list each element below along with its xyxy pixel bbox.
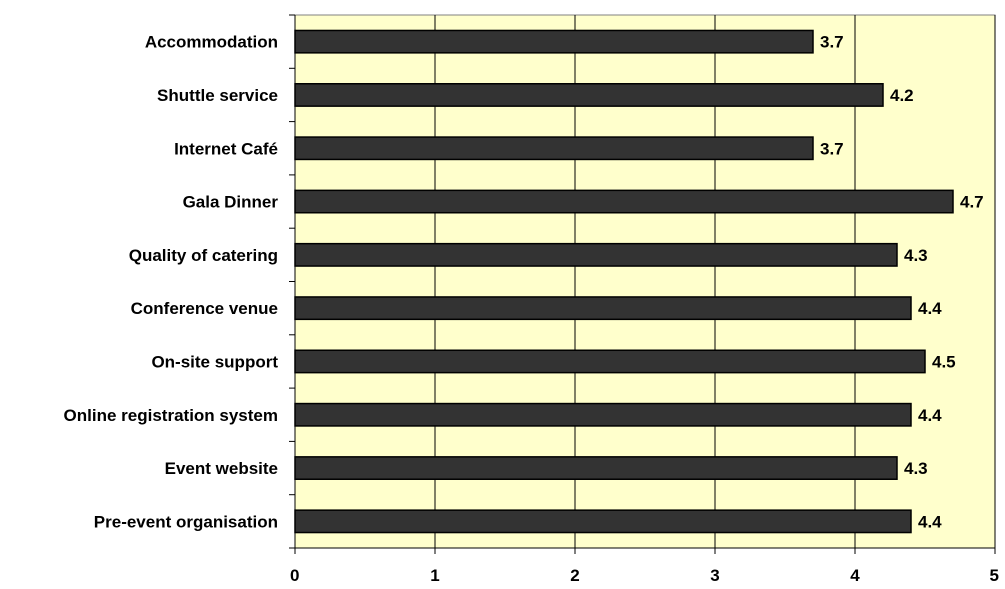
category-label: Accommodation: [144, 32, 278, 52]
bar: [295, 244, 897, 266]
bar: [295, 137, 813, 159]
category-label: Event website: [164, 459, 278, 479]
category-label: Conference venue: [130, 299, 278, 319]
category-label: Pre-event organisation: [93, 512, 278, 532]
bar: [295, 350, 925, 372]
category-label: Quality of catering: [128, 245, 278, 265]
x-tick-label: 2: [570, 566, 580, 585]
data-label: 4.4: [918, 512, 942, 532]
x-tick-label: 1: [430, 566, 440, 585]
bar: [295, 297, 911, 319]
category-label: Online registration system: [63, 405, 278, 425]
x-tick-label: 5: [989, 566, 999, 585]
category-label: On-site support: [151, 352, 278, 372]
bar: [295, 457, 897, 479]
data-label: 3.7: [820, 139, 844, 159]
bar: [295, 510, 911, 532]
bar: [295, 30, 813, 52]
data-label: 3.7: [820, 32, 844, 52]
y-axis: [289, 15, 295, 548]
x-tick-label: 4: [850, 566, 860, 585]
category-label: Gala Dinner: [182, 192, 278, 212]
category-label: Internet Café: [174, 139, 278, 159]
data-label: 4.5: [932, 352, 956, 372]
data-label: 4.3: [904, 245, 928, 265]
data-label: 4.3: [904, 459, 928, 479]
x-tick-label: 0: [290, 566, 300, 585]
data-label: 4.4: [918, 405, 942, 425]
bar: [295, 190, 953, 212]
x-axis: [290, 548, 999, 585]
data-label: 4.4: [918, 299, 942, 319]
x-tick-label: 3: [710, 566, 720, 585]
data-label: 4.7: [960, 192, 984, 212]
category-labels: [64, 33, 279, 532]
category-label: Shuttle service: [157, 85, 278, 105]
bar: [295, 404, 911, 426]
bar: [295, 84, 883, 106]
data-label: 4.2: [890, 85, 914, 105]
